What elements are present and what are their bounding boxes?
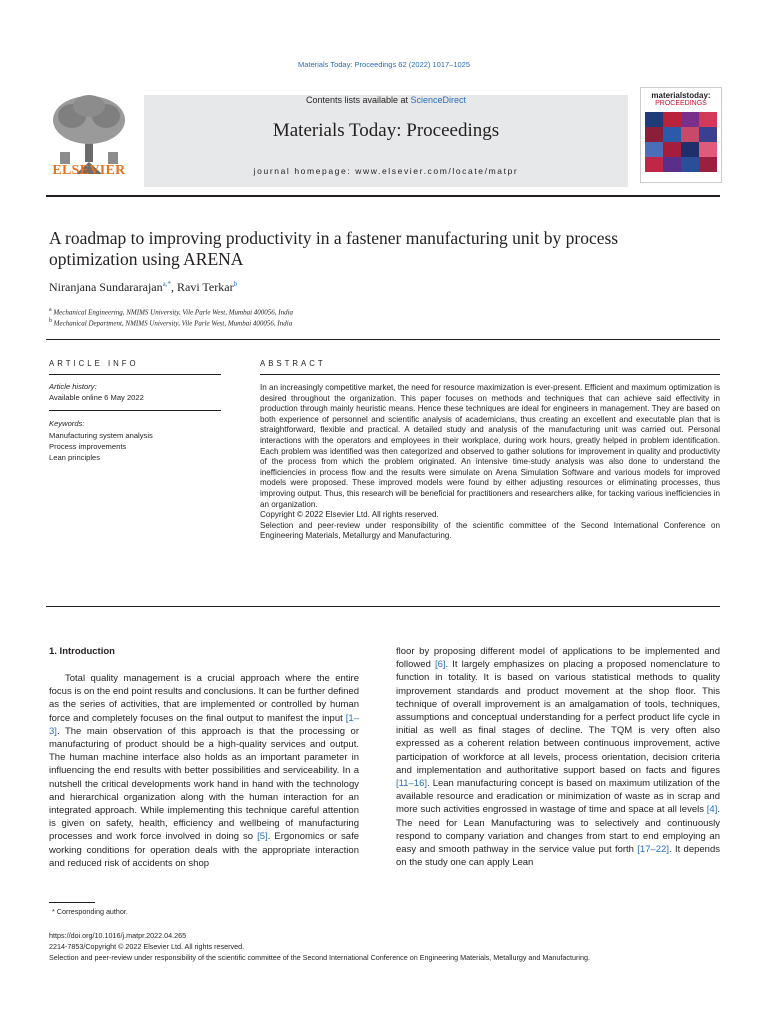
abstract-heading: ABSTRACT [260, 359, 326, 368]
citation-link[interactable]: [6] [434, 659, 446, 671]
elsevier-wordmark: ELSEVIER [52, 163, 126, 178]
keyword: Lean principles [49, 453, 101, 462]
affil-text: Mechanical Department, NMIMS University, Vile Parle West, Mumbai 400056, India [53, 319, 293, 328]
body-text: . It depends on the study one can apply Lean [396, 844, 720, 869]
abstract-rule [260, 374, 720, 375]
affiliation-a [49, 307, 293, 316]
doi-link[interactable]: https://doi.org/10.1016/j.matpr.2022.04.265 [49, 931, 187, 940]
keyword: Process improvements [49, 442, 127, 451]
body-text: . The main observation of this approach is that the processing or manufacturing of product should be a high-quality services and output. The human machine interface also holds as an important parameter in influencing the end results with better possibilities and serviceability. In a nutshell the critical developments work hand in hand with the technology and hierarchical organization along with the human interaction for an integrated approach. While implementing this technique careful attention is given on safety, health, efficiency and wellbeing of manufacturing processes and work force involved in doing so [49, 725, 359, 843]
author-separator: , [170, 280, 177, 294]
abstract-body [260, 383, 720, 542]
header-rule [46, 195, 720, 197]
abstract-end-rule [46, 606, 720, 607]
article-title: A roadmap to improving productivity in a fastener manufacturing unit by process optimization using ARENA [49, 228, 619, 269]
affiliation-b [49, 318, 292, 327]
author-affil-marker[interactable]: a,* [162, 280, 171, 288]
info-rule [49, 410, 221, 411]
journal-cover-image [640, 87, 722, 183]
author-list [49, 280, 237, 295]
abstract-peer-review: Selection and peer-review under responsibility of the scientific committee of the Second International Conference on Engineering Materials, Metallurgy and Manufacturing. [260, 520, 720, 541]
intro-paragraph [396, 645, 720, 869]
cover-mosaic [645, 112, 717, 174]
keyword: Manufacturing system analysis [49, 431, 153, 440]
cover-subtitle: PROCEEDINGS [655, 100, 707, 107]
affil-marker: a [49, 307, 52, 313]
issn-copyright: 2214-7853/Copyright © 2022 Elsevier Ltd. All rights reserved. [49, 942, 245, 951]
intro-left-column [49, 672, 359, 870]
body-text: . The need for Lean Manufacturing was to selectively and continuously respond to company variation and changes from start to end employing an easy and smooth pathway in the service value put forth [396, 804, 720, 856]
journal-citation[interactable]: Materials Today: Proceedings 62 (2022) 1017–1025 [297, 60, 471, 69]
affil-text: Mechanical Engineering, NMIMS University, Vile Parle West, Mumbai 400056, India [53, 308, 294, 317]
body-text: . Ergonomics or safe working conditions for operation deals with the appropriate interaction and reduced risk of accidents on shop [49, 831, 360, 869]
intro-right-column [396, 645, 720, 869]
history-label: Article history: [49, 382, 97, 391]
citation-link[interactable]: [17–22] [637, 844, 669, 856]
cover-title: materialstoday: [651, 91, 711, 100]
citation-link[interactable]: [4] [706, 804, 718, 816]
article-info-heading: ARTICLE INFO [49, 359, 139, 368]
corresponding-author-note: * Corresponding author. [52, 907, 128, 916]
history-value: Available online 6 May 2022 [49, 393, 144, 402]
intro-paragraph [49, 672, 359, 870]
contents-prefix: Contents lists available at [305, 95, 411, 105]
body-text: floor by proposing different model of applications to be implemented and followed [396, 646, 720, 671]
journal-homepage[interactable]: journal homepage: www.elsevier.com/locate/matpr [253, 166, 519, 176]
section-heading: 1. Introduction [49, 646, 115, 657]
author-name: Ravi Terkar [176, 280, 234, 294]
title-rule [46, 339, 720, 340]
author-name: Niranjana Sundararajan [49, 280, 163, 294]
abstract-paragraph: In an increasingly competitive market, the need for resource maximization is ever-present. Efficient and maximum optimization is desired throughout the organization. This paper focuses on methods and techniques that can achieve said effectivity in production through mainly heuristic means. Hence these techniques are ideal for engineers in management. They are based on both experience of personnel and scientific analysis of academicians, thus creating an excellent and executable plan that is straightforward, flexible and practical. A detailed study and analysis of the manufacturing unit was carried out. Personal interactions with the operators and employees in their workplace, during work hours, greatly helped in problem identification. Each problem was identified was then categorized and observed to gather solutions for improvement in quality and productivity of the process from which the problem originated. An intensive time-study analysis was also done to understand the inefficiencies in process flow and the results were simulate on Arena Simulation Software and various models for improved models were proposed. These improved models were found by either adjusting resources or eliminating processes, thus improving output. Thus, this research will be beneficial for practitioners and researchers alike, for tacking various inefficiencies in an organization. [260, 383, 720, 509]
journal-title: Materials Today: Proceedings [272, 120, 500, 141]
body-text: . It largely emphasizes on placing a proposed nomenclature to function in totality. It is based on various statistical methods to quality improvement standards and product movement at the shop floor. This technique of overall improvement is an amalgamation of tools, techniques, assumptions and conceptual understanding for a perfect product life cycle in initial as well as final stages of decline. The TQM is very often also expressed as a coherent relation between continuous improvement, active participation of workforce at all levels, process orientation, decision criteria and implementation and authoritative support based on facts and figures [396, 659, 720, 776]
citation-link[interactable]: [5] [257, 831, 268, 843]
author-affil-marker[interactable]: b [233, 280, 238, 288]
sciencedirect-link[interactable]: ScienceDirect [410, 95, 467, 105]
citation-link[interactable]: [1–3] [49, 712, 359, 737]
affil-marker: b [49, 318, 52, 324]
abstract-copyright: Copyright © 2022 Elsevier Ltd. All rights reserved. [260, 510, 439, 520]
contents-line [144, 95, 628, 105]
citation-link[interactable]: [11–16] [396, 778, 427, 790]
footnote-rule [49, 902, 95, 903]
footer-peer-review: Selection and peer-review under responsibility of the scientific committee of the Second International Conference on Engineering Materials, Metallurgy and Manufacturing. [49, 953, 590, 962]
keywords-label: Keywords: [49, 419, 85, 428]
body-text: . Lean manufacturing concept is based on maximum utilization of the available resource and eradication or minimization of waste as in scrap and more such activities engrossed in wastage of time and space at all levels [396, 778, 720, 816]
body-text: Total quality management is a crucial approach where the entire focus is on the end point results and conclusions. It can be further defined as the series of activities, that are implemented or controlled by human force and completely focuses on the final output to manifest the input [49, 673, 359, 724]
info-rule [49, 374, 221, 375]
